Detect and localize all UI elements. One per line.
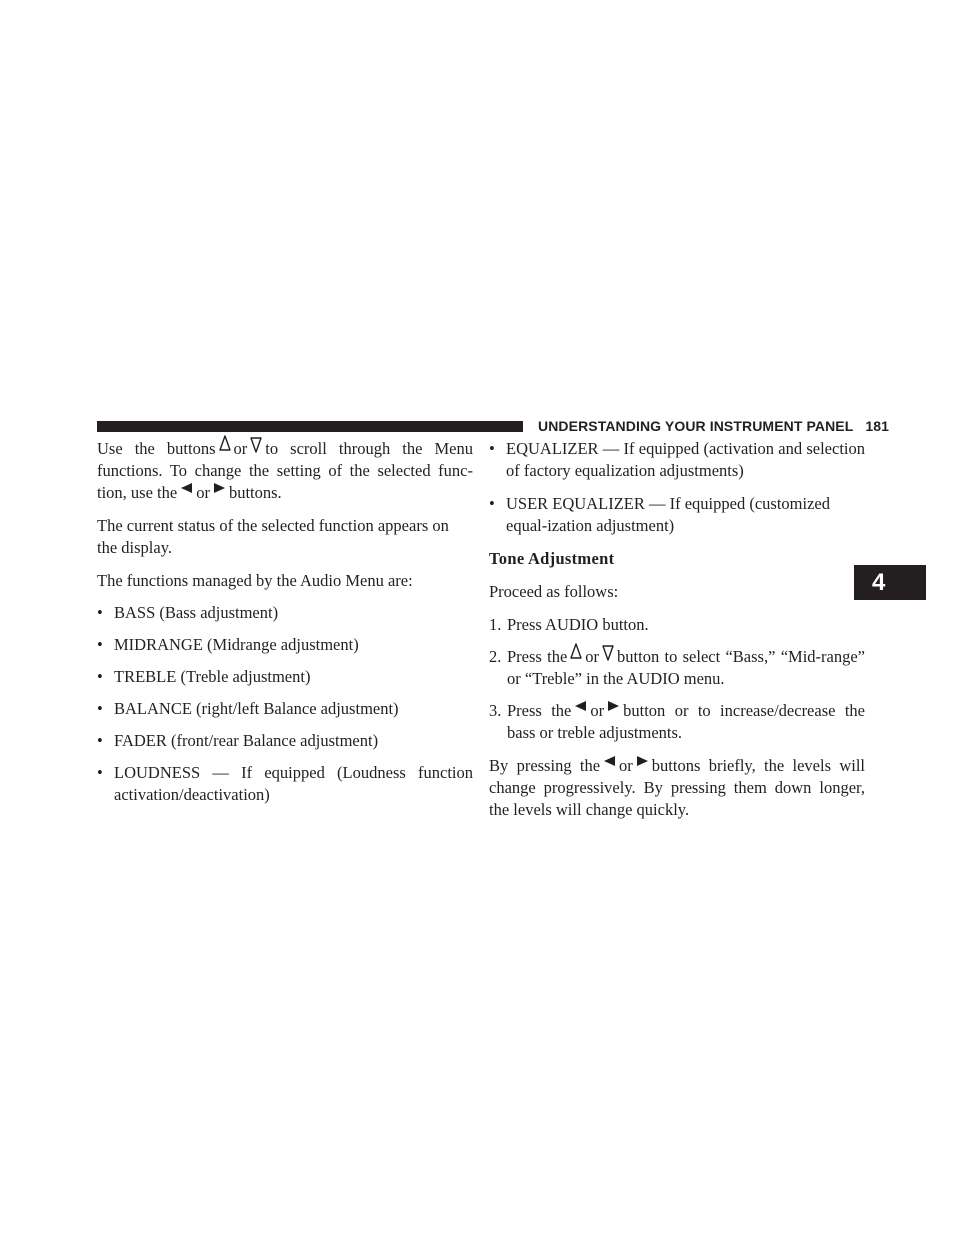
right-arrow-icon (607, 700, 620, 714)
up-arrow-icon (570, 646, 582, 661)
left-arrow-icon (603, 755, 616, 769)
down-arrow-icon (602, 646, 614, 661)
list-item-text: EQUALIZER — If equipped (activation and selection of factory equalization adjustments) (506, 439, 865, 480)
text-run: or (233, 439, 248, 458)
step-item (489, 646, 865, 690)
right-arrow-icon (213, 482, 226, 496)
header-rule (97, 421, 523, 432)
list-item-text: TREBLE (Treble adjustment) (114, 667, 311, 686)
list-item-text: FADER (front/rear Balance adjustment) (114, 731, 379, 750)
left-arrow-icon (574, 700, 587, 714)
left-arrow-icon (180, 482, 193, 496)
step-number: 3. (489, 701, 502, 720)
up-arrow-icon (219, 438, 231, 453)
list-item: • USER EQUALIZER — If equipped (customized equal-ization adjustment) (489, 494, 830, 535)
list-item-text: BASS (Bass adjustment) (114, 603, 279, 622)
section-heading: Tone Adjustment (489, 549, 615, 568)
list-item: • FADER (front/rear Balance adjustment) (97, 731, 379, 750)
list-item: • MIDRANGE (Midrange adjustment) (97, 635, 359, 654)
section-title: UNDERSTANDING YOUR INSTRUMENT PANEL (538, 418, 854, 434)
text-run: to scroll through the Menu functions. To change the setting of the selected func-tion, use the (97, 439, 473, 502)
text-run: buttons briefly, the levels will change progressively. By pressing them down longer, the levels will change quickly. (489, 756, 865, 819)
list-item: • BALANCE (right/left Balance adjustment) (97, 699, 399, 718)
list-item-text: USER EQUALIZER — If equipped (customized equal-ization adjustment) (506, 494, 830, 535)
list-item-text: BALANCE (right/left Balance adjustment) (114, 699, 399, 718)
status-paragraph: The current status of the selected function appears on the display. (97, 516, 449, 557)
right-arrow-icon (636, 755, 649, 769)
list-item-text: LOUDNESS — If equipped (Loudness function activation/deactivation) (114, 763, 473, 804)
list-item: • EQUALIZER — If equipped (activation and selection of factory equalization adjustments) (489, 439, 865, 480)
functions-intro: The functions managed by the Audio Menu are: (97, 571, 413, 590)
right-column (489, 438, 865, 821)
step-item (489, 614, 865, 636)
step-item (489, 700, 865, 744)
list-item: • TREBLE (Treble adjustment) (97, 667, 311, 686)
list-item: • LOUDNESS — If equipped (Loudness function activation/deactivation) (97, 763, 473, 804)
text-run: or (619, 756, 633, 775)
text-run: button or to increase/decrease the bass or treble adjustments. (507, 701, 865, 742)
text-run: or (585, 647, 600, 666)
text-run: or (590, 701, 605, 720)
list-item-text: MIDRANGE (Midrange adjustment) (114, 635, 359, 654)
text-run: Press the (507, 647, 568, 666)
running-header (538, 418, 889, 434)
navigation-paragraph (97, 438, 473, 504)
step-number: 2. (489, 647, 502, 666)
text-run: Use the buttons (97, 439, 216, 458)
page-number: 181 (865, 418, 890, 434)
left-column (97, 438, 473, 806)
text-run: buttons. (228, 483, 282, 502)
text-run: By pressing the (489, 756, 601, 775)
text-run: Press the (507, 701, 572, 720)
chapter-tab: 4 (854, 565, 926, 600)
step-text: Press AUDIO button. (507, 615, 649, 634)
list-item: • BASS (Bass adjustment) (97, 603, 279, 622)
step-number: 1. (489, 615, 502, 634)
procedure-intro: Proceed as follows: (489, 582, 619, 601)
down-arrow-icon (250, 438, 262, 453)
closing-paragraph (489, 755, 865, 821)
text-run: or (196, 483, 210, 502)
text-run: button to select “Bass,” “Mid-range” or “Treble” in the AUDIO menu. (507, 647, 866, 688)
